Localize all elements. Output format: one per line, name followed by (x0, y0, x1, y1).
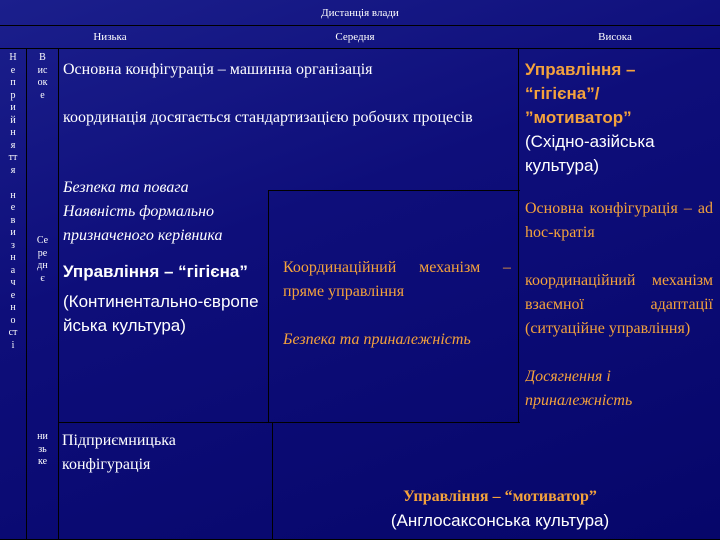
axis-uncertainty-label: Н е п р и й н я тт я н е в и з н а ч е н о ст і (8, 52, 18, 351)
adhoc-achievement-text: Досягнення і приналежність (525, 368, 633, 409)
anglo-management-title: Управління – “мотиватор” (403, 488, 597, 505)
main-coordination-text: координація досягається стандартизацією робочих процесів (63, 109, 473, 126)
grid-line (272, 422, 273, 540)
east-asian-culture-label: (Східно-азійська культура) (525, 132, 655, 175)
grid-line (0, 25, 720, 26)
cell-continental-european (63, 260, 268, 338)
direct-mechanism-text: Координаційний механізм – пряме управління (283, 259, 511, 300)
cell-direct-supervision (283, 256, 511, 352)
axis-high-label: В ис ок е (37, 52, 48, 101)
continental-culture-label: (Континентально-європейська культура) (63, 292, 259, 335)
east-asian-title-1: Управління – (525, 60, 636, 79)
header-title: Дистанція влади (321, 7, 399, 19)
grid-line (0, 48, 720, 49)
direct-security-text: Безпека та приналежність (283, 331, 471, 348)
main-configuration-text: Основна конфігурація – машинна організація (63, 61, 373, 78)
main-leader-text: Наявність формально призначеного керівника (63, 203, 223, 244)
cell-east-asian (525, 58, 715, 178)
header-low: Низька (93, 31, 127, 43)
cell-anglo-saxon (300, 485, 700, 533)
adhoc-mechanism-text: координаційний механізм взаємної адаптації (ситуаційне управління) (525, 272, 713, 337)
grid-line (58, 48, 59, 540)
anglo-culture-label: (Англосаксонська культура) (390, 511, 610, 530)
cell-entrepreneurial (62, 429, 212, 477)
entrepreneurial-text: Підприємницька конфігурація (62, 432, 176, 473)
axis-medium-label: Се ре дн є (36, 235, 49, 284)
grid-line (58, 422, 520, 423)
header-high: Висока (598, 31, 632, 43)
cell-main-values (63, 176, 268, 248)
cell-adhocracy (525, 197, 713, 413)
east-asian-title-2: “гігієна”/ (525, 84, 600, 103)
grid-line (518, 48, 519, 422)
axis-low-label: ни зь ке (37, 431, 48, 467)
east-asian-title-3: ”мотиватор” (525, 108, 632, 127)
continental-management-title: Управління – “гігієна” (63, 262, 248, 281)
header-medium: Середня (335, 31, 375, 43)
cell-machine-organization (63, 58, 511, 130)
grid-line (268, 190, 520, 191)
adhoc-configuration-text: Основна конфігурація – ad hoc-кратія (525, 200, 713, 241)
main-security-text: Безпека та повага (63, 179, 189, 196)
grid-line (268, 190, 269, 422)
